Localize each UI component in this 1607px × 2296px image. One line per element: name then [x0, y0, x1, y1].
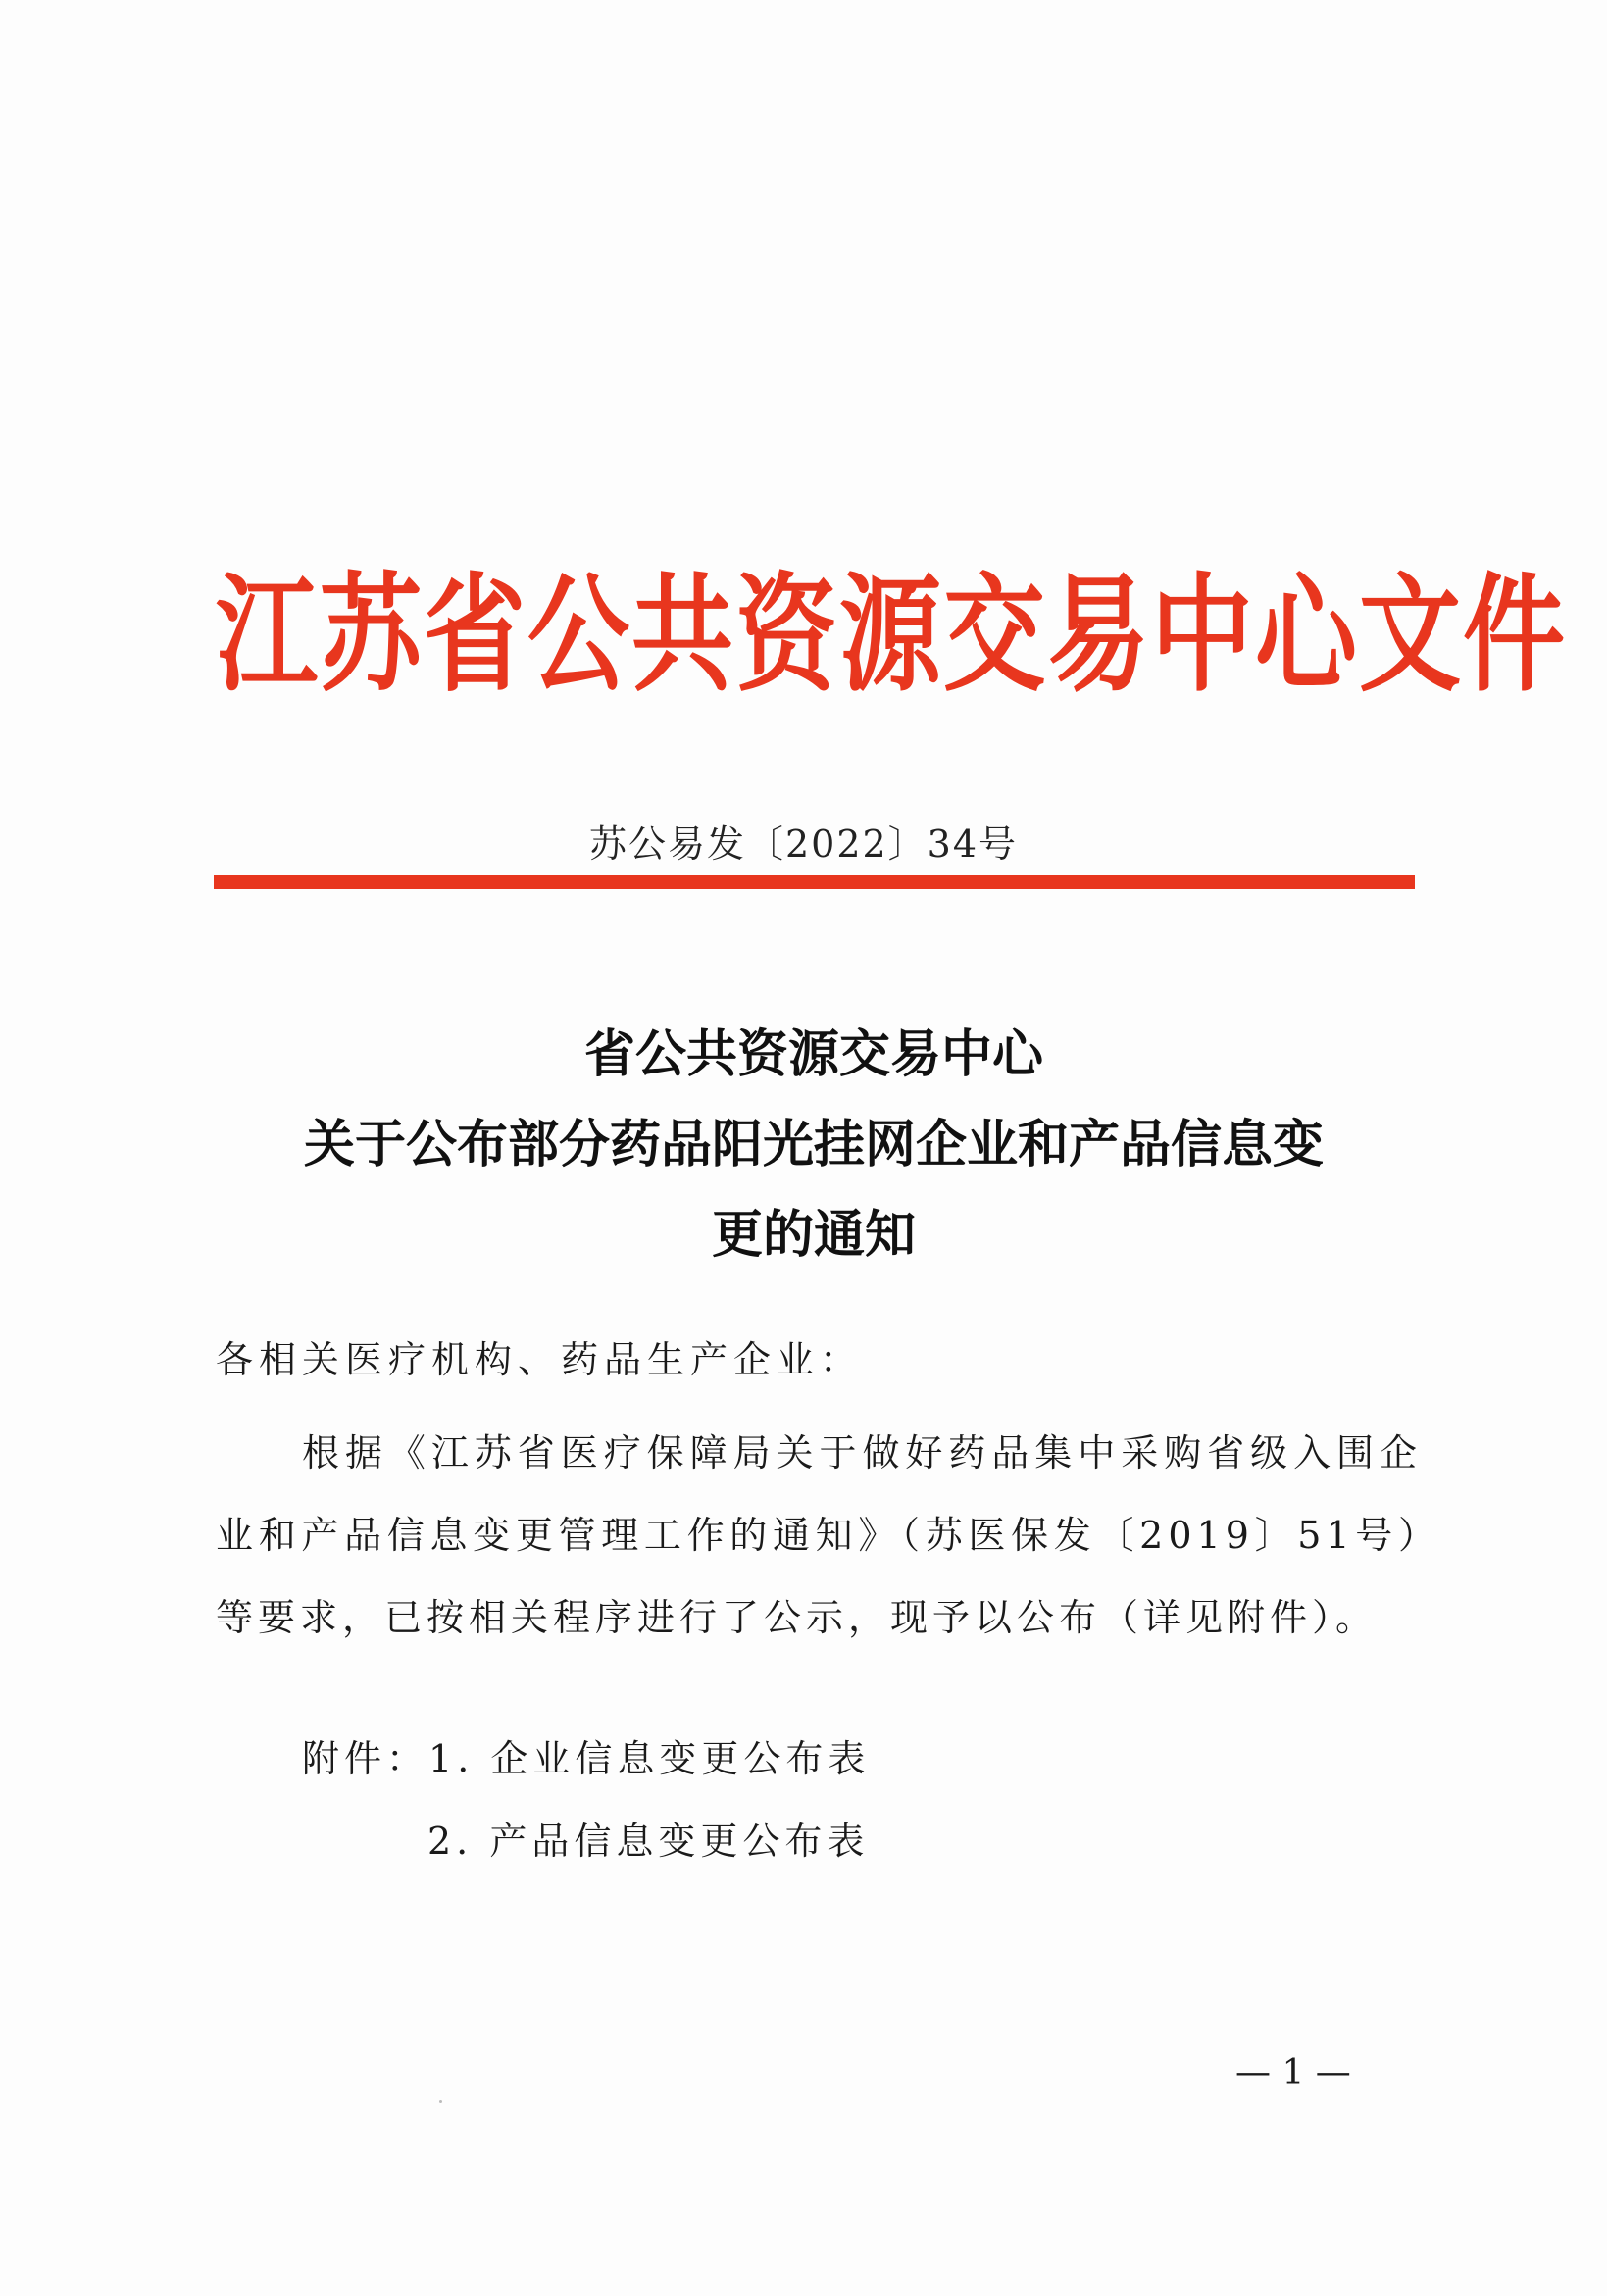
attachment-item-1: 1. 企业信息变更公布表 — [428, 1737, 871, 1780]
notice-title — [196, 1010, 1431, 1280]
masthead-title: 江苏省公共资源交易中心文件 — [216, 560, 1568, 710]
title-line-1: 省公共资源交易中心 — [583, 1024, 1043, 1084]
salutation: 各相关医疗机构、药品生产企业： — [216, 1338, 864, 1381]
attachments-label: 附件： — [302, 1737, 429, 1780]
scan-speck — [439, 2100, 442, 2103]
document-number: 苏公易发〔2022〕34号 — [588, 823, 1019, 866]
attachments-list — [302, 1718, 870, 1882]
red-divider-rule — [214, 875, 1415, 889]
attachment-item-2: 2. 产品信息变更公布表 — [427, 1820, 870, 1863]
title-line-3: 更的通知 — [711, 1205, 916, 1265]
page-number: — 1 — — [1235, 2053, 1351, 2093]
attachment-item — [302, 1718, 870, 1800]
body-paragraph: 根据《江苏省医疗保障局关于做好药品集中采购省级入围企业和产品信息变更管理工作的通知》（苏医保发〔2019〕51号）等要求，已按相关程序进行了公示，现予以公布（详见附件）。 — [216, 1431, 1422, 1639]
title-line-2: 关于公布部分药品阳光挂网企业和产品信息变 — [303, 1115, 1324, 1174]
attachment-item — [302, 1800, 870, 1882]
